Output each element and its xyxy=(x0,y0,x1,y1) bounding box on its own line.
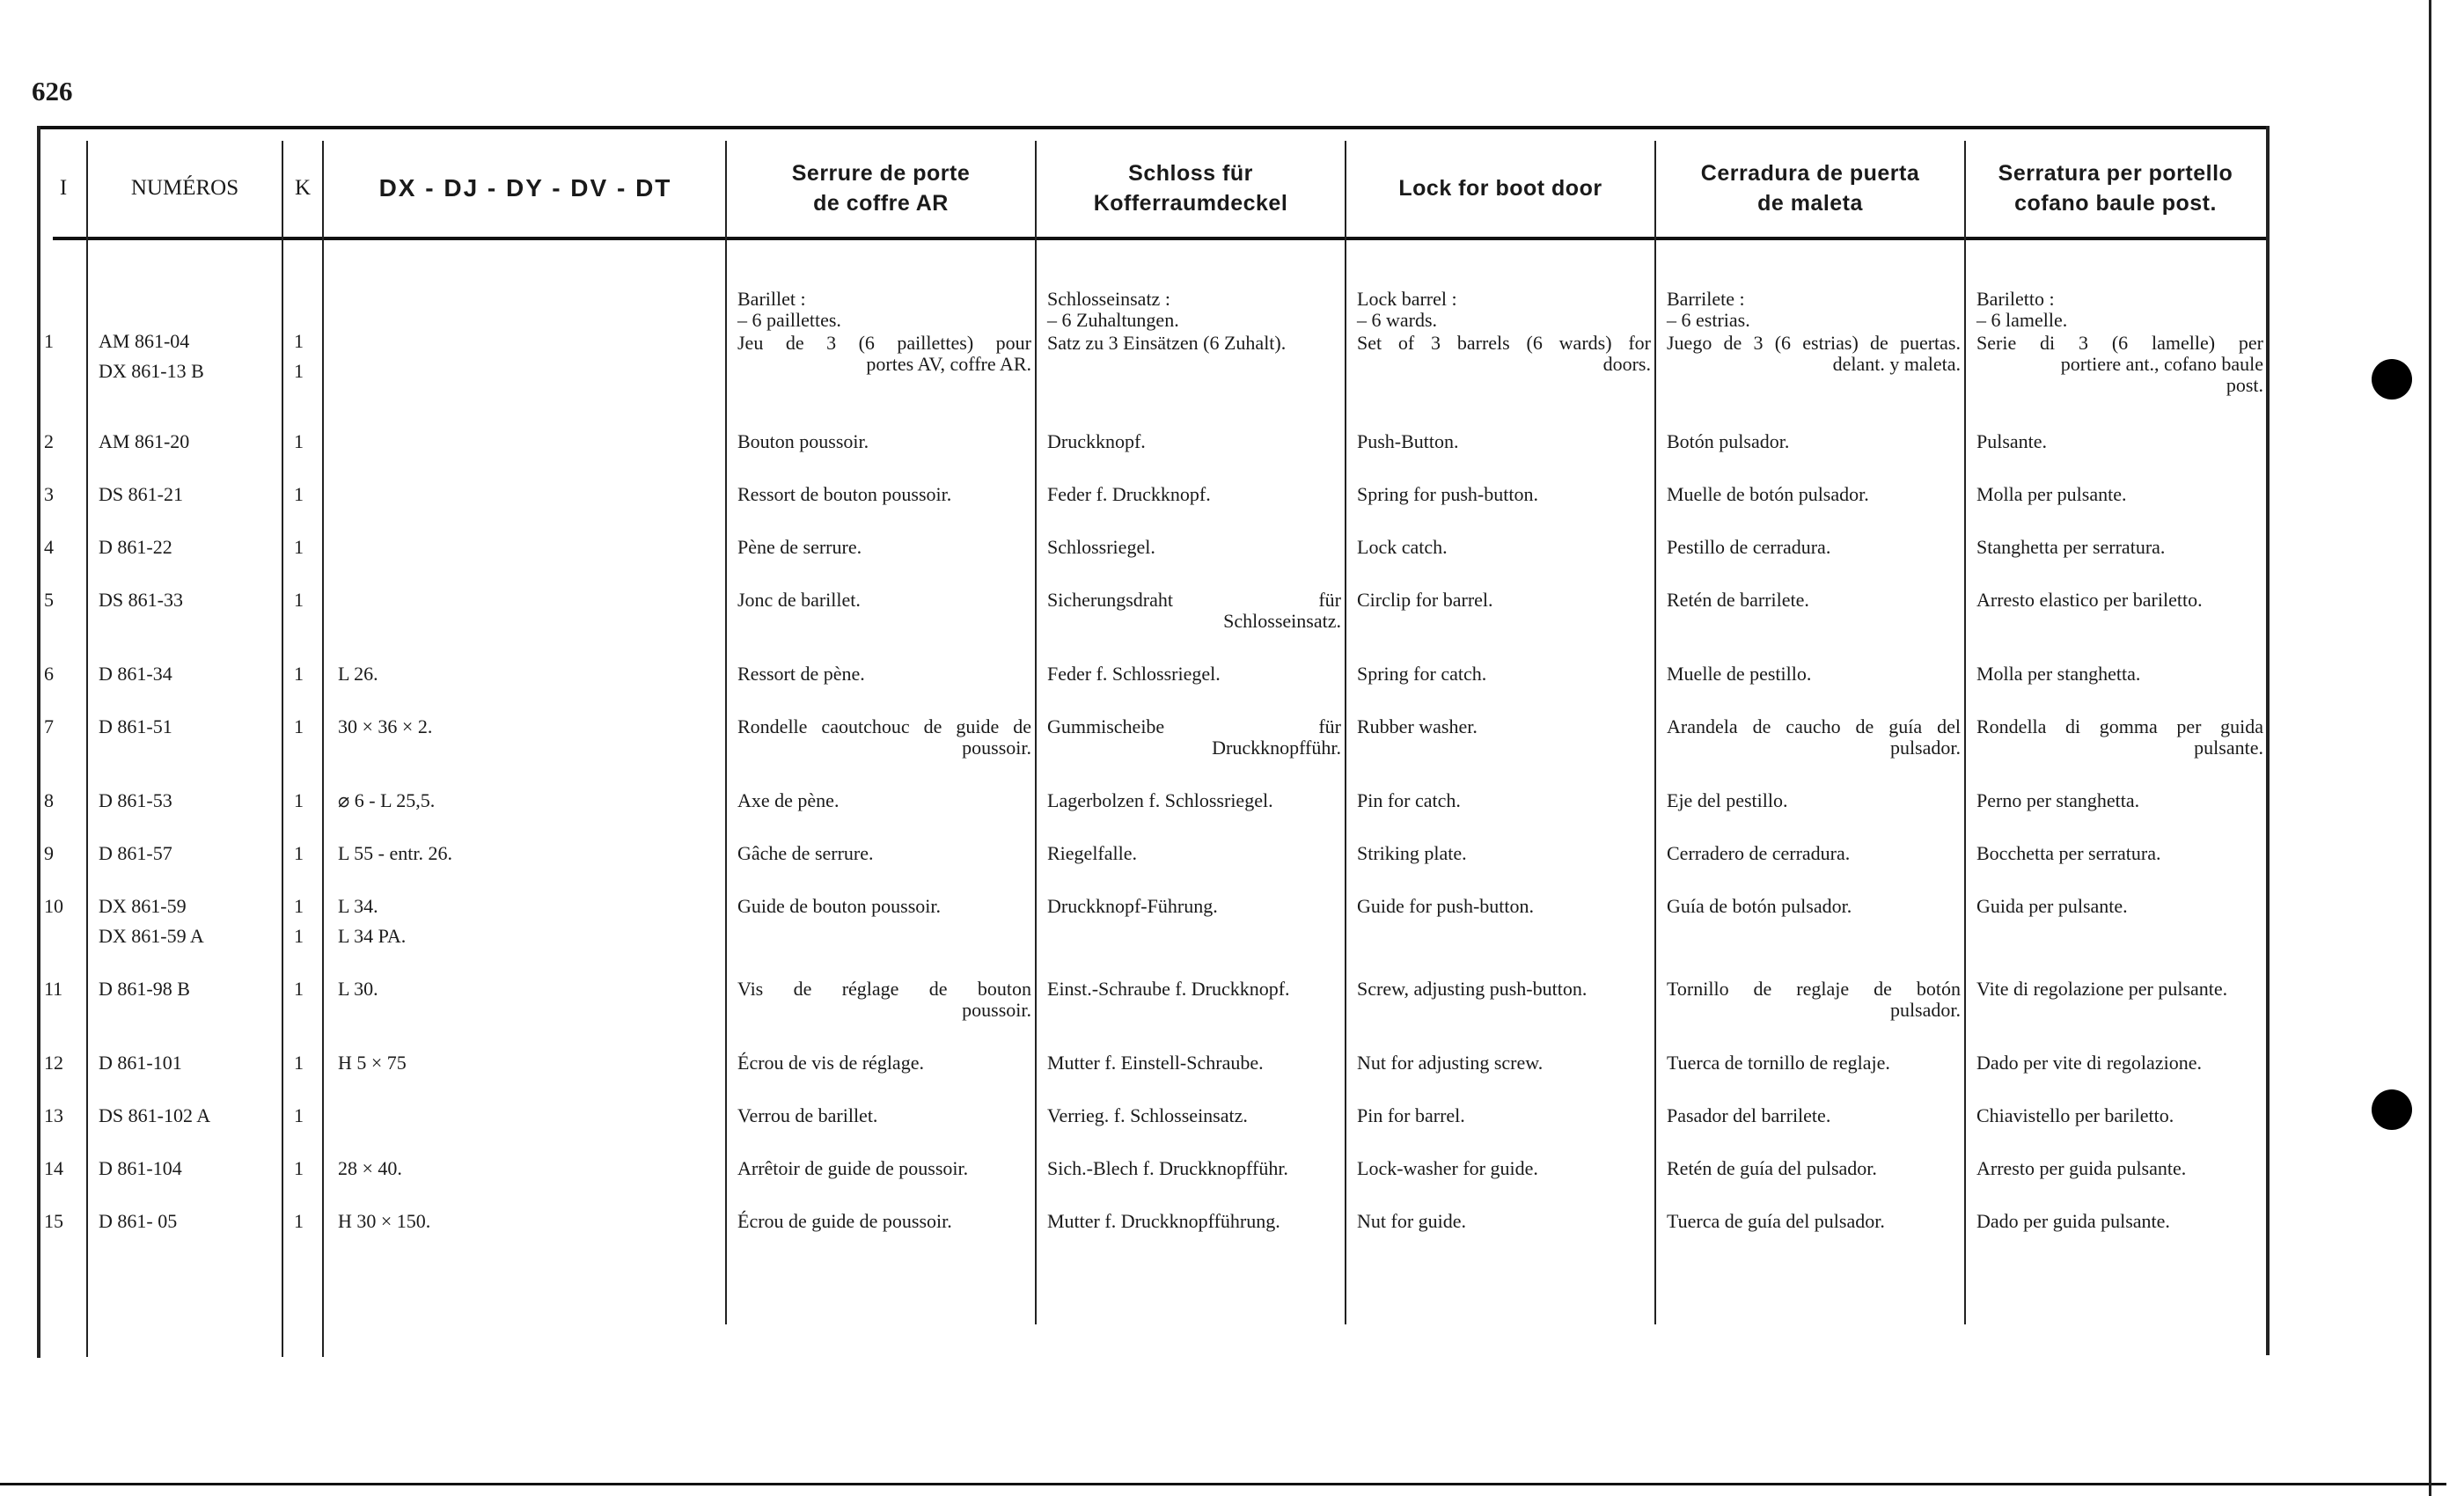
col-header-de xyxy=(1037,141,1345,236)
description-es: delant. y maleta. xyxy=(1832,353,1961,375)
description-it: Arresto elastico per bariletto. xyxy=(1976,589,2203,611)
quantity-k: 1 xyxy=(294,715,304,737)
description-en: Set of 3 barrels (6 wards) for xyxy=(1357,332,1651,354)
dimension: L 30. xyxy=(338,978,378,1000)
description-en: – 6 wards. xyxy=(1357,309,1438,331)
row-number: 7 xyxy=(44,715,54,737)
description-fr: – 6 paillettes. xyxy=(737,309,841,331)
description-fr: Jonc de barillet. xyxy=(737,589,861,611)
description-es: Barrilete : xyxy=(1667,288,1745,310)
page-bottom-rule xyxy=(0,1483,2446,1485)
row-number: 5 xyxy=(44,589,54,611)
part-number: D 861-104 xyxy=(99,1157,182,1179)
description-it: Stanghetta per serratura. xyxy=(1976,536,2166,558)
description-it: Chiavistello per bariletto. xyxy=(1976,1104,2174,1126)
description-fr: Gâche de serrure. xyxy=(737,842,874,864)
part-number: AM 861-20 xyxy=(99,430,190,452)
description-es: Muelle de pestillo. xyxy=(1667,663,1812,685)
part-number: DS 861-33 xyxy=(99,589,183,611)
description-it: portiere ant., cofano baule xyxy=(2060,353,2263,375)
column-divider xyxy=(725,141,727,1324)
dimension: L 34. xyxy=(338,895,378,917)
description-de: Druckknopf. xyxy=(1047,430,1146,452)
row-number: 15 xyxy=(44,1210,63,1232)
description-de: – 6 Zuhaltungen. xyxy=(1047,309,1179,331)
description-de: Verrieg. f. Schlosseinsatz. xyxy=(1047,1104,1248,1126)
quantity-k: 1 xyxy=(294,330,304,352)
dimension: H 5 × 75 xyxy=(338,1052,407,1074)
description-en: Guide for push-button. xyxy=(1357,895,1535,917)
part-number: DS 861-21 xyxy=(99,483,183,505)
description-es: Tuerca de guía del pulsador. xyxy=(1667,1210,1885,1232)
col-header-it-line2: cofano baule post. xyxy=(2014,191,2217,216)
col-header-it xyxy=(1966,141,2265,236)
dimension: L 55 - entr. 26. xyxy=(338,842,452,864)
row-number: 3 xyxy=(44,483,54,505)
col-header-de-line2: Kofferraumdeckel xyxy=(1093,191,1288,216)
row-number: 8 xyxy=(44,789,54,811)
col-header-index: I xyxy=(59,176,68,200)
quantity-k: 1 xyxy=(294,483,304,505)
description-de: Schlossriegel. xyxy=(1047,536,1155,558)
description-es: Arandela de caucho de guía del xyxy=(1667,715,1961,737)
table-left-border xyxy=(37,126,40,1358)
row-number: 11 xyxy=(44,978,63,1000)
part-number: DX 861-13 B xyxy=(99,360,204,382)
description-es: pulsador. xyxy=(1889,737,1961,759)
part-number: D 861-98 B xyxy=(99,978,190,1000)
part-number: D 861- 05 xyxy=(99,1210,178,1232)
description-it: Vite di regolazione per pulsante. xyxy=(1976,978,2228,1000)
table-right-border xyxy=(2266,126,2270,1355)
column-divider xyxy=(1654,141,1656,1324)
quantity-k: 1 xyxy=(294,789,304,811)
description-fr: Jeu de 3 (6 paillettes) pour xyxy=(737,332,1031,354)
description-it: Perno per stanghetta. xyxy=(1976,789,2140,811)
description-fr: Ressort de bouton poussoir. xyxy=(737,483,952,505)
description-en: Lock catch. xyxy=(1357,536,1448,558)
description-en: Lock barrel : xyxy=(1357,288,1457,310)
part-number: D 861-53 xyxy=(99,789,172,811)
dimension: H 30 × 150. xyxy=(338,1210,431,1232)
punch-hole-bottom xyxy=(2372,1089,2412,1130)
description-fr: poussoir. xyxy=(962,737,1031,759)
dimension: 28 × 40. xyxy=(338,1157,402,1179)
description-de: Satz zu 3 Einsätzen (6 Zuhalt). xyxy=(1047,332,1287,354)
description-de: Mutter f. Einstell-Schraube. xyxy=(1047,1052,1264,1074)
dimension: 30 × 36 × 2. xyxy=(338,715,433,737)
description-it: Bocchetta per serratura. xyxy=(1976,842,2161,864)
quantity-k: 1 xyxy=(294,1052,304,1074)
description-es: Juego de 3 (6 estrias) de puertas. xyxy=(1667,332,1961,354)
description-es: Tornillo de reglaje de botón xyxy=(1667,978,1961,1000)
row-number: 6 xyxy=(44,663,54,685)
description-es: Muelle de botón pulsador. xyxy=(1667,483,1869,505)
description-es: Cerradero de cerradura. xyxy=(1667,842,1851,864)
column-divider xyxy=(1035,141,1037,1324)
description-en: Lock-washer for guide. xyxy=(1357,1157,1538,1179)
description-es: Retén de guía del pulsador. xyxy=(1667,1157,1877,1179)
quantity-k: 1 xyxy=(294,536,304,558)
part-number: AM 861-04 xyxy=(99,330,190,352)
page-number: 626 xyxy=(32,76,73,106)
quantity-k: 1 xyxy=(294,925,304,947)
description-it: Molla per pulsante. xyxy=(1976,483,2127,505)
description-en: Circlip for barrel. xyxy=(1357,589,1493,611)
col-header-numeros: NUMÉROS xyxy=(130,176,239,200)
part-number: D 861-34 xyxy=(99,663,172,685)
quantity-k: 1 xyxy=(294,430,304,452)
column-divider xyxy=(322,141,324,1357)
punch-hole-top xyxy=(2372,359,2412,400)
row-number: 4 xyxy=(44,536,54,558)
column-divider xyxy=(86,141,88,1357)
quantity-k: 1 xyxy=(294,1104,304,1126)
col-header-fr-line2: de coffre AR xyxy=(813,191,949,216)
part-number: D 861-22 xyxy=(99,536,172,558)
description-it: Guida per pulsante. xyxy=(1976,895,2128,917)
description-en: Screw, adjusting push-button. xyxy=(1357,978,1588,1000)
description-fr: Écrou de vis de réglage. xyxy=(737,1052,924,1074)
description-es: Retén de barrilete. xyxy=(1667,589,1809,611)
col-header-fr-line1: Serrure de porte xyxy=(791,161,971,186)
description-fr: Écrou de guide de poussoir. xyxy=(737,1210,952,1232)
description-en: Pin for barrel. xyxy=(1357,1104,1465,1126)
dimension: L 26. xyxy=(338,663,378,685)
quantity-k: 1 xyxy=(294,895,304,917)
description-es: Tuerca de tornillo de reglaje. xyxy=(1667,1052,1890,1074)
col-header-de-line1: Schloss für xyxy=(1128,161,1253,186)
description-it: Dado per vite di regolazione. xyxy=(1976,1052,2202,1074)
row-number: 10 xyxy=(44,895,63,917)
description-de: Sich.-Blech f. Druckknopfführ. xyxy=(1047,1157,1288,1179)
description-de: Feder f. Druckknopf. xyxy=(1047,483,1211,505)
description-it: Bariletto : xyxy=(1976,288,2055,310)
description-fr: Guide de bouton poussoir. xyxy=(737,895,941,917)
quantity-k: 1 xyxy=(294,842,304,864)
quantity-k: 1 xyxy=(294,978,304,1000)
quantity-k: 1 xyxy=(294,589,304,611)
description-de: Feder f. Schlossriegel. xyxy=(1047,663,1221,685)
description-fr: Axe de pène. xyxy=(737,789,840,811)
col-header-es xyxy=(1656,141,1964,236)
description-it: Rondella di gomma per guida xyxy=(1976,715,2263,737)
description-de: Mutter f. Druckknopfführung. xyxy=(1047,1210,1280,1232)
description-de: Druckknopfführ. xyxy=(1212,737,1341,759)
description-fr: Arrêtoir de guide de poussoir. xyxy=(737,1157,969,1179)
column-divider xyxy=(1345,141,1346,1324)
dimension: ⌀ 6 - L 25,5. xyxy=(338,789,436,811)
description-it: Dado per guida pulsante. xyxy=(1976,1210,2170,1232)
description-fr: Barillet : xyxy=(737,288,806,310)
col-header-it-line1: Serratura per portello xyxy=(1998,161,2233,186)
description-fr: Ressort de pène. xyxy=(737,663,865,685)
description-de: Schlosseinsatz : xyxy=(1047,288,1170,310)
quantity-k: 1 xyxy=(294,360,304,382)
description-de: Riegelfalle. xyxy=(1047,842,1138,864)
description-es: pulsador. xyxy=(1889,999,1961,1021)
part-number: DS 861-102 A xyxy=(99,1104,211,1126)
description-fr: Rondelle caoutchouc de guide de xyxy=(737,715,1031,737)
col-header-k: K xyxy=(294,176,312,200)
description-es: – 6 estrias. xyxy=(1667,309,1750,331)
col-header-es-line2: de maleta xyxy=(1757,191,1863,216)
part-number: D 861-51 xyxy=(99,715,172,737)
description-fr: Bouton poussoir. xyxy=(737,430,869,452)
description-en: Striking plate. xyxy=(1357,842,1467,864)
col-header-fr xyxy=(727,141,1035,236)
col-header-models: DX - DJ - DY - DV - DT xyxy=(378,174,672,202)
description-it: post. xyxy=(2226,374,2263,396)
description-en: Nut for adjusting screw. xyxy=(1357,1052,1544,1074)
description-de: Sicherungsdraht für xyxy=(1047,589,1341,611)
col-header-en: Lock for boot door xyxy=(1398,176,1602,201)
description-fr: Vis de réglage de bouton xyxy=(737,978,1031,1000)
column-divider xyxy=(1964,141,1966,1324)
description-fr: Verrou de barillet. xyxy=(737,1104,878,1126)
description-it: Arresto per guida pulsante. xyxy=(1976,1157,2187,1179)
description-it: Serie di 3 (6 lamelle) per xyxy=(1976,332,2263,354)
description-en: Rubber washer. xyxy=(1357,715,1478,737)
part-number: DX 861-59 A xyxy=(99,925,204,947)
description-en: Pin for catch. xyxy=(1357,789,1461,811)
col-header-es-line1: Cerradura de puerta xyxy=(1700,161,1920,186)
header-bottom-rule xyxy=(53,237,2268,240)
page-right-edge xyxy=(2429,0,2431,1496)
description-en: Nut for guide. xyxy=(1357,1210,1467,1232)
description-fr: portes AV, coffre AR. xyxy=(866,353,1031,375)
description-es: Eje del pestillo. xyxy=(1667,789,1788,811)
description-it: pulsante. xyxy=(2194,737,2263,759)
description-en: Spring for catch. xyxy=(1357,663,1487,685)
row-number: 9 xyxy=(44,842,54,864)
part-number: DX 861-59 xyxy=(99,895,187,917)
row-number: 1 xyxy=(44,330,54,352)
description-de: Druckknopf-Führung. xyxy=(1047,895,1218,917)
row-number: 14 xyxy=(44,1157,63,1179)
description-en: Spring for push-button. xyxy=(1357,483,1538,505)
description-es: Botón pulsador. xyxy=(1667,430,1790,452)
part-number: D 861-57 xyxy=(99,842,172,864)
quantity-k: 1 xyxy=(294,1210,304,1232)
quantity-k: 1 xyxy=(294,1157,304,1179)
table-top-rule xyxy=(37,126,2268,129)
description-es: Guía de botón pulsador. xyxy=(1667,895,1852,917)
row-number: 13 xyxy=(44,1104,63,1126)
description-de: Schlosseinsatz. xyxy=(1223,610,1341,632)
row-number: 12 xyxy=(44,1052,63,1074)
description-fr: poussoir. xyxy=(962,999,1031,1021)
description-de: Einst.-Schraube f. Druckknopf. xyxy=(1047,978,1290,1000)
quantity-k: 1 xyxy=(294,663,304,685)
description-en: Push-Button. xyxy=(1357,430,1459,452)
description-fr: Pène de serrure. xyxy=(737,536,862,558)
description-de: Lagerbolzen f. Schlossriegel. xyxy=(1047,789,1273,811)
description-it: Molla per stanghetta. xyxy=(1976,663,2141,685)
description-it: Pulsante. xyxy=(1976,430,2048,452)
description-de: Gummischeibe für xyxy=(1047,715,1341,737)
description-it: – 6 lamelle. xyxy=(1976,309,2068,331)
description-en: doors. xyxy=(1602,353,1651,375)
description-es: Pasador del barrilete. xyxy=(1667,1104,1831,1126)
row-number: 2 xyxy=(44,430,54,452)
description-es: Pestillo de cerradura. xyxy=(1667,536,1831,558)
part-number: D 861-101 xyxy=(99,1052,182,1074)
dimension: L 34 PA. xyxy=(338,925,407,947)
